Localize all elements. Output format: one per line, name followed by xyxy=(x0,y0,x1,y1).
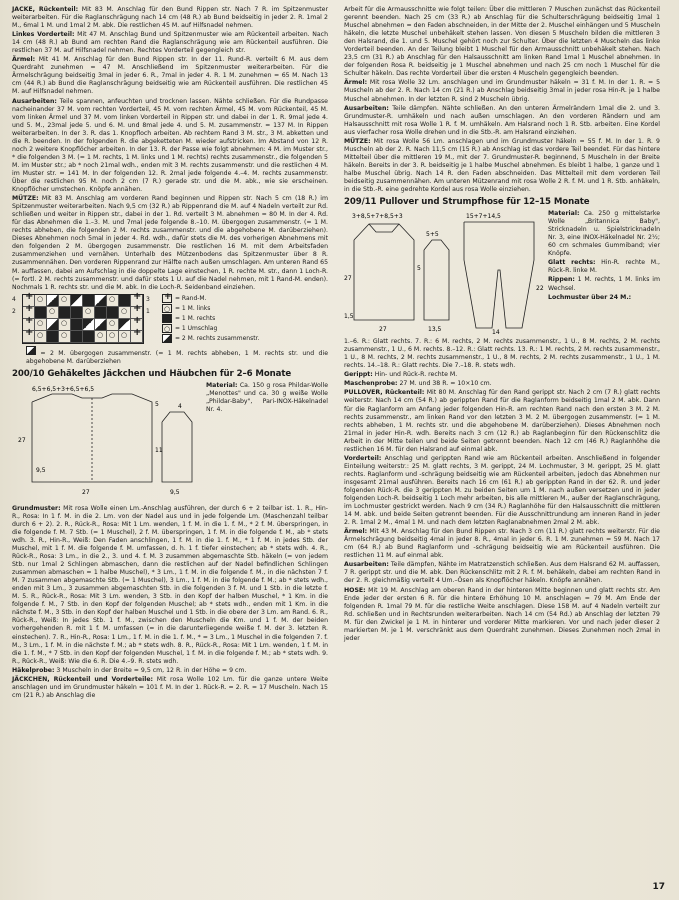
pfig-label-pant-height: 22 xyxy=(536,285,544,293)
pfig-label-bottom: 27 xyxy=(379,326,387,334)
chart-cell xyxy=(107,295,119,307)
pfig-label-sleeve-bottom: 13,5 xyxy=(428,326,442,334)
section-200-title: 200/10 Gehäkeltes Jäckchen und Häubchen für 2–6 Monate xyxy=(12,368,292,379)
r-muetze-heading: MÜTZE: xyxy=(344,137,371,145)
chart-cell xyxy=(59,319,71,331)
r-aermel-heading: Ärmel: xyxy=(344,79,368,87)
fig-label-s2: 4 xyxy=(178,402,182,410)
chart-note xyxy=(12,346,328,366)
grundmuster-heading: Grundmuster: xyxy=(12,504,61,512)
lochmuster-heading: Lochmuster über 24 M.: xyxy=(548,293,632,301)
left-column xyxy=(12,6,328,701)
chart-cell xyxy=(83,331,95,343)
pfig-label-side: 5 xyxy=(417,265,421,273)
legend-item xyxy=(162,334,259,344)
chart-cell xyxy=(35,295,47,307)
jacke-heading: JACKE, Rückenteil: xyxy=(12,6,79,13)
fig-label-top: 6,5+6,5+3+6,5+6,5 xyxy=(32,385,95,393)
chart-cell xyxy=(59,331,71,343)
chart-legend xyxy=(162,294,259,344)
page-number: 17 xyxy=(652,882,665,892)
gerippt-heading: Gerippt: xyxy=(344,371,373,379)
jacket-schematic xyxy=(12,382,202,505)
p-material-text: Ca. 250 g mittelstarke Wolle „Britannica Baby", Stricknadeln u. Spielstricknadeln Nr. 3, eine INOX-Häkelnadel Nr. 2½; 60 cm schmales Gummiband; vier Knöpfe. xyxy=(548,210,661,258)
hose-heading: HOSE: xyxy=(344,586,366,594)
chart-cell xyxy=(47,307,59,319)
fig-label-left-height: 27 xyxy=(18,436,26,444)
chart-cell xyxy=(107,331,119,343)
chart-grid xyxy=(22,294,144,344)
fig-label-h2: 9,5 xyxy=(36,466,46,474)
pullover-schematic-svg xyxy=(344,210,544,335)
chart-cell xyxy=(35,319,47,331)
pfig-label-pant-top: 15+7+14,5 xyxy=(466,213,501,221)
chart-cell xyxy=(59,307,71,319)
fig-label-sleeve: 9,5 xyxy=(170,488,180,496)
chart-cell xyxy=(119,319,131,331)
rippen-heading: Rippen: xyxy=(548,276,575,284)
ausarbeiten-paragraph xyxy=(12,98,328,195)
lochmuster-rows-text: 1.–6. R.: Glatt rechts. 7. R.: 6 M. rechts, 2 M. rechts zusammenstr., 1 U., 8 M. rechts, 2 M. rechts zusammenstr., 1 U., 6 M. rechts. 8.–12. R.: Glatt rechts. 13. R.: 1 M. rechts, 2 M. rechts zusammenstr., 1 U., 8 M. rechts, 2 M. rechts zusammenstr., 1 U., 8 M. rechts, 2 M. rechts zusammenstr., 1 U., 1 M. rechts. 14.–18. R.: Glatt rechts. Die 7.–18. R. stets wdh. xyxy=(344,338,660,370)
chart-cell xyxy=(35,307,47,319)
aermel-heading: Ärmel: xyxy=(12,56,36,64)
muetze-heading: MÜTZE: xyxy=(12,195,39,203)
p-ausarbeiten-heading: Ausarbeiten: xyxy=(344,561,389,569)
chart-cell xyxy=(47,295,59,307)
glatt-heading: Glatt rechts: xyxy=(548,259,596,267)
r-aermel-text: Mit rosa Wolle 32 Lm. anschlagen und im Grundmuster häkeln = 31 f. M. In der 1. R. = 5 Muscheln ab der 2. R. Nach 14 cm (21 R.) ab Anschlag beidseitig 3mal in jeder rosa Hin-R. je 1 halbe Muschel abnehmen. In der letzten R. sind 2 Muscheln übrig. xyxy=(344,79,661,103)
chart-cell xyxy=(23,331,35,343)
chart-cell xyxy=(107,307,119,319)
row-number: 3 xyxy=(146,295,150,303)
chart-cell xyxy=(131,331,143,343)
fig-label-width: 27 xyxy=(82,488,90,496)
r-aermel-paragraph xyxy=(344,79,660,103)
chart-cell xyxy=(47,331,59,343)
haekelprobe-paragraph xyxy=(12,667,328,675)
vorderteil-heading: Vorderteil: xyxy=(344,454,382,462)
legend-label: = Rand-M. xyxy=(175,294,207,302)
right-intro-text: Arbeit für die Armausschnitte wie folgt teilen: Über die mittleren 7 Muschen zunächst das Rückenteil gerennt beenden. Nach 25 cm (33 R.) ab Anschlag für die Schulterschrägung beidseitig 1mal 1 Muschel abnehmen = den Faden abschneiden, in der Mitte der 2. Muschel einhängen und 5 Muscheln häkeln, die letzte Muschel unbehäkelt stehen lassen. Von diesen 5 Muscheln bilden die mittleren 3 den Halsrand, die 1. und 5. Muschel gehört noch zur Schulter. Über die letzten 4 Muscheln das linke Vorderteil beenden. An der Teilung bleibt 1 Muschel für den Armausschnitt unbehäkelt stehen. Nach 23,5 cm (31 R.) ab Anschlag für den Halsausschnitt am linken Rand 1mal 1 Muschel abnehmen. In der folgenden Rosa R. beidseitig je 1 Muschel abnehmen und nach 25 cm noch 1 Muschel für die Schulter häkeln. Das rechte Vorderteil über die ersten 4 Muscheln gegengleich beenden. xyxy=(344,6,660,78)
chart-cell xyxy=(35,331,47,343)
pullover-schematic xyxy=(344,210,544,338)
aermel-paragraph xyxy=(12,56,328,96)
p-material-heading: Material: xyxy=(548,210,580,218)
fig-label-side: 5 xyxy=(155,400,159,408)
section-209-material xyxy=(544,210,660,338)
glatt-text: Hin-R. rechte M., Rück-R. linke M. xyxy=(548,259,660,275)
legend-item xyxy=(162,314,259,324)
r-muetze-text: Mit rosa Wolle 56 Lm. anschlagen und im Grundmuster häkeln = 55 f. M. In der 1. R. 9 Muscheln ab der 2. R. Nach 11,5 cm (15 R.) ab Anschlag ist das vordere Teil beendet. Für das hintere Mittelteil über die mittleren 19 M., mit der 7. Grundmuster-R. beginnend, 5 Muscheln in der Breite häkeln. Bereits in der 3. R. beidseitig je 1 halbe Muschel abnehmen. Es bleibt 1 halbe, 1 ganze und 1 halbe Muschel übrig. Nach 14 R. den Faden abschneiden. Das Mittelteil mit dem vorderen Teil beidseitig zusammennähen. Am unteren Mützenrand mit rosa Wolle 2 R. f. M. und 1 R. Stb. anhäkeln, in die Stb.-R. eine gedrehte Kordel aus rosa Wolle einziehen. xyxy=(344,137,660,194)
chart-cell xyxy=(119,307,131,319)
right-column xyxy=(344,6,660,644)
row-number: 1 xyxy=(146,307,150,315)
linkes-vorderteil-heading: Linkes Vorderteil: xyxy=(12,31,75,39)
ausarbeiten-heading: Ausarbeiten: xyxy=(12,97,57,105)
chart-cell xyxy=(83,319,95,331)
chart-cell xyxy=(83,295,95,307)
material-text: Ca. 150 g rosa Phildar-Wolle „Menottes" und ca. 30 g weiße Wolle „Phildar-Baby", Pari-INOX-Häkelnadel Nr. 4. xyxy=(206,381,329,413)
section-200-material xyxy=(202,382,328,505)
section-209-title: 209/11 Pullover und Strumpfhose für 12–15 Monate xyxy=(344,197,590,208)
legend-label: = 2 M. rechts zusammenstr. xyxy=(175,334,260,342)
jacke-paragraph xyxy=(12,6,328,30)
row-number: 2 xyxy=(12,307,16,315)
chart-cell xyxy=(71,331,83,343)
chart-cell xyxy=(119,295,131,307)
muetze-text: Mit 83 M. Anschlag am vorderen Rand beginnen und Rippen str. Nach 5 cm (18 R.) im Spitzenmuster weiterarbeiten. Nach 9,5 cm (32 R.) ab Rippenrand die M. auf 4 Nadeln verteilt zur Rd. schließen und weiter in Rippen str., dabei in der 1. Rd. verteilt 3 M. abnehmen = 80 M. In der 4. Rd. für das Abnehmen die 1.–3. M. und 7mal jede folgende 8.–10. M. übergogen zusammenstr. (= 1 M. rechts abheben, die folgenden 2 M. rechts zusammenstr. und die abgehobene M. darüberziehen). Dieses Abnehmen noch 5mal in jeder 4. Rd. wdh., dafür stets die M. des vorherigen Abnehmens mit den folgenden 2 M. übergogen zusammenstr. Die restlichen 16 M. mit dem Arbeitsfaden zusammenziehen und vernähen. Unterhalb des Mützenbodens das Spitzenmuster über 8 R. zusammennähen. Den vorderen Rippenrand zur Hälfte nach außen umschlagen. Am unteren Rand 65 M. auffassen, dabei am Aufschlag in die doppelte Lage einstechen, 1 R. rechte M. str., dann 1 Loch-R. (= fortl. 2 M. rechts zusammenstr. und dafür stets 1 U. auf die Nadel nehmen, mit 1 Rand-M. enden). Nochmals 1 R. rechts str. und die M. abk. In die Loch-R. Seidenband einziehen. xyxy=(12,195,328,291)
haekelprobe-heading: Häkelprobe: xyxy=(12,666,55,674)
maschenprobe-heading: Maschenprobe: xyxy=(344,380,398,388)
fig-label-h1: 11 xyxy=(155,446,163,454)
stitch-symbol-icon xyxy=(162,314,172,323)
stitch-symbol-icon xyxy=(162,324,172,333)
r-ausarbeiten-paragraph xyxy=(344,105,660,137)
pfig-label-left-h2: 1,5 xyxy=(344,313,354,321)
legend-label: = 1 M. rechts xyxy=(175,314,216,322)
rippen-text: 1 M. rechts, 1 M. links im Wechsel. xyxy=(548,276,661,292)
vorderteil-text: Anschlag und gerippten Rand wie am Rückenteil arbeiten. Anschließend in folgender Einteilung weiterstr.: 25 M. glatt rechts, 3 M. gerippt, 24 M. Lochmuster, 3 M. gerippt, 25 M. glatt rechts. Raglanform und -schrägung beidseitig wie am Rückenteil arbeiten, jedoch das Abnehmen nur insgesamt 21mal ausführen. Bereits nach 16 cm (61 R.) ab gerippten Rand in der 62. R. und jeder folgenden Rück-R. die 3 gerippten M. zu beiden Seiten um 1 M. nach außen versetzen und in jeder folgenden Loch-R. beidseitig 1 Loch mehr arbeiten, bis alle mittleren M., außer der Raglanschrägung, im Lochmuster gestrickt werden. Nach 9 cm (34 R.) Raglanhöhe für den Halsausschnitt die mittleren 14 M. abk. und beide Seiten getrennt beenden. Für die Ausschnittrundung am inneren Rand in jeder 2. R. 1mal 2 M., 4mal 1 M. und nach dem letzten Raglanabnehmen 2mal 2 M. abk. xyxy=(344,454,661,527)
chart-cell xyxy=(95,319,107,331)
gerippt-text: Hin- und Rück-R. rechte M. xyxy=(374,371,458,379)
chart-cell xyxy=(95,307,107,319)
chart-row-numbers-right xyxy=(146,294,156,318)
p-ausarbeiten-text: Teile dämpfen, Nähte im Matratzenstich schließen. Aus dem Halsrand 62 M. auffassen, 7 R. gerippt str. und die M. abk. Den Rückenschlitz mit 2 R. f. M. behäkeln, dabei am rechten Rand in der 2. R. gleichmäßig verteilt 4 Um.–Ösen als Knopflöcher häkeln. Knöpfe annähen. xyxy=(344,561,660,585)
pfig-label-pant-bottom: 14 xyxy=(492,329,500,336)
ausarbeiten-text: Teile spannen, anfeuchten und trocknen lassen. Nähte schließen. Für die Rundpasse nacheinander 37 M. vom rechten Vorderteil, 45 M. vom rechten Ärmel, 45 M. vom Rückenteil, 45 M. vom linken Ärmel und 37 M. vom linken Vorderteil in Rippen str. und dabei in der 1. R. 9mal jede 4. und 5. M., 23mal jede 5. und 6. M. und 8mal jede 4. und 5. M. zusammenstr. = 137 M. In Rippen weiterarbeiten. In der 3. R. das 1. Knopfloch arbeiten. Ab rechtem Rand 3 M. str., 3 M. abketten und die R. beenden. In der folgenden R. die abgeketteten M. wieder aufstricken. Im Abstand von 12 R. noch 2 weitere Knopflöcher arbeiten. In der 13. R. der Passe wie folgt abnehmen: 4 M. im Muster str., * die folgenden 3 M. (= 1 M. rechts, 1 M. links und 1 M. rechts) rechts zusammenstr., die folgenden 5 M. im Muster str.; ab * noch 21mal wdh., enden mit 3 M. rechts zusammenstr. und die restlichen 4 M. im Muster str. = 141 M. In der folgenden 12. R. 2mal jede folgende 4.–4. M. rechts zusammenstr. Über die restlichen 95 M. noch 2 cm (7 R.) gerade str. und die M. abk., wie sie erscheinen. Knopflöcher umstechen. Knöpfe annähen. xyxy=(12,97,328,194)
legend-label: = 1 Umschlag xyxy=(175,324,218,332)
stitch-symbol-icon xyxy=(162,334,172,343)
chart-cell xyxy=(47,319,59,331)
legend-label: = 1 M. links xyxy=(175,304,211,312)
stitch-symbol-icon xyxy=(162,294,172,303)
grundmuster-paragraph xyxy=(12,505,328,666)
chart-row-numbers-left xyxy=(12,294,22,318)
haekelprobe-text: 3 Muscheln in der Breite = 9,5 cm, 12 R. in der Höhe = 9 cm. xyxy=(56,666,247,674)
chart-cell xyxy=(71,307,83,319)
r-muetze-paragraph xyxy=(344,138,660,194)
section-200-figure-row xyxy=(12,382,328,505)
knitting-chart xyxy=(12,294,328,344)
jacket-schematic-svg xyxy=(12,382,202,502)
legend-item xyxy=(162,304,259,314)
stitch-symbol-icon xyxy=(162,304,172,313)
material-heading: Material: xyxy=(206,381,238,389)
pullover-text: Mit 80 M. Anschlag für den Rand gerippt str. Nach 2 cm (7 R.) glatt rechts weiterstr. Nach 14 cm (54 R.) ab gerippten Rand für die Raglanform beidseitig 1mal 2 M. abk. Dann für die Raglanform am Anfang jeder folgenden Hin-R. am rechten Rand nach den ersten 3 M. 2 M. rechts zusammenstr., am linken Rand vor den letzten 3 M. 2 M. übergogen zusammenstr. (= 1 M. rechts abheben, 1 M. rechts str. und die abgehobene M. darüberziehen). Dieses Abnehmen noch 21mal in jeder Hin-R. wdh. Bereits nach 3 cm (12 R.) ab Raglanbeginn für den Rückenschlitz die Arbeit in der Mitte teilen und beide Seiten getrennt beenden. Nach 12 cm (46 R.) Raglanhöhe die restlichen 16 M. für den Halsrand auf einmal abk. xyxy=(344,389,660,453)
p-aermel-heading: Ärmel: xyxy=(344,528,368,536)
maschenprobe-text: 27 M. und 38 R. = 10×10 cm. xyxy=(399,380,492,388)
jacke-text: Mit 83 M. Anschlag für den Bund Rippen str. Nach 7 R. im Spitzenmuster weiterarbeiten. Für die Raglanschrägung nach 14 cm (48 R.) ab Bund beidseitig in jeder 2. R. 1mal 2 M., 6mal 1 M. und 1mal 2 M. abk. Die restlichen 45 M. auf Hilfsnadel nehmen. xyxy=(12,6,328,30)
section-209-figure-row xyxy=(344,210,660,338)
r-ausarbeiten-text: Teile dämpfen. Nähte schließen. An den unteren Ärmelrändern 1mal die 2. und 3. Grundmuster-R. umhäkeln und nach außen umschlagen. An den vorderen Rändern und am Halsausschnitt mit rosa Wolle 1 R. f. M. umhäkeln. Am Halsrand noch 1 R. Stb. arbeiten. Eine Kordel aus vierfacher rosa Wolle drehen und in die Stb.-R. am Halsrand einziehen. xyxy=(344,104,661,136)
legend-item xyxy=(162,324,259,334)
linkes-vorderteil-paragraph xyxy=(12,31,328,55)
decrease-symbol-icon xyxy=(26,346,36,355)
pullover-heading: PULLOVER, Rückenteil: xyxy=(344,389,425,397)
hose-text: Mit 19 M. Anschlag am oberen Rand in der hinteren Mitte beginnen und glatt rechts str. Am Ende jeder der ersten 6 R. für die hintere Erhöhung 10 M. anschlagen = 79 M. Am Ende der folgenden R. 1mal 79 M. für die restliche Weite anschlagen. Diese 158 M. auf 4 Nadeln verteilt zur Rd. schließen und in Rechtsrunden weiterarbeiten. Nach 14 cm (54 Rd.) ab Anschlag der letzten 79 M. für den Zwickel je 1 M. in hinterer und vorderer Mitte markieren. Vor und nach jeder dieser 2 markierten M. je 1 M. verschränkt aus dem Querdraht zunehmen. Dieses Zunehmen noch 2mal in jeder xyxy=(344,586,661,642)
pfig-label-left-height: 27 xyxy=(344,275,352,283)
p-aermel-text: Mit 43 M. Anschlag für den Bund Rippen str. Nach 3 cm (11 R.) glatt rechts weiterstr. Für die Ärmelschrägung beidseitig 4mal in jeder 8. R., 4mal in jeder 6. R. 1 M. zunehmen = 59 M. Nach 17 cm (64 R.) ab Bund Raglanform und -schrägung beidseitig wie am Rückenteil ausführen. Die restlichen 11 M. auf einmal abk. xyxy=(344,528,660,560)
jaeckchen-heading: JÄCKCHEN, Rückenteil und Vorderteile: xyxy=(12,675,154,683)
r-ausarbeiten-heading: Ausarbeiten: xyxy=(344,104,389,112)
chart-cell xyxy=(107,319,119,331)
jaeckchen-paragraph xyxy=(12,676,328,700)
pfig-label-sleeve-top: 5+5 xyxy=(426,231,439,239)
chart-cell xyxy=(95,295,107,307)
legend-item xyxy=(162,294,259,304)
chart-note-text: = 2 M. übergogen zusammenstr. (= 1 M. rechts abheben, 1 M. rechts str. und die abgehobene M. darüberziehen xyxy=(26,349,328,365)
chart-cell xyxy=(83,307,95,319)
grundmuster-text: Mit rosa Wolle einen Lm.-Anschlag ausführen, der durch 6 + 2 teilbar ist. 1. R., Hin-R., Rosa: In 1 f. M. in die 2. Lm. von der Nadel aus und in jede folgende Lm. (Maschenzahl teilbar durch 6 + 2). 2. R., Rück-R., Rosa: Mit 1 Lm. wenden, 1 f. M. in die 1. f. M., * 2 f. M. überspringen, in die folgende f. M. 7 Stb. (= 1 Muschel), 2 f. M. überspringen, 1 f. M. in die folgende f. M., ab * stets wdh. 3. R., Hin-R., Weiß: Den Faden anschlingen, 1 f. M. in die 1. f. M., * 1 f. M. in jedes Stb. der Muschel, mit 1 f. M. die folgende f. M. umfassen, d. h. 1 f. tiefer einstechen; ab * stets wdh. 4. R., Rück-R., Rosa: 3 Lm., in die 2., 3. und 4. f. M. 3 zusammen abgemaschte Stb. häkeln (= von jedem Stb. nur 1mal 2 Schlingen abmaschen, dann die restlichen auf der Nadel befindlichen Schlingen zusammen abmaschen = 1 halbe Muschel), * 3 Lm., 1 f. M. in die folgende f. M., in die nächsten 7 f. M. 7 zusammen abgemaschte Stb. (= 1 Muschel), 3 Lm., 1 f. M. in die folgende f. M.; ab * stets wdh., enden mit 3 Lm., 3 zusammen abgemaschten Stb. in die folgenden 3 f. M. und 1 Stb. in die letzte f. M. 5. R., Rück-R., Rosa: Mit 3 Lm. wenden, 3 Stb. in den Kopf der halben Muschel, * 1 Km. in die folgende f. M., 7 Stb. in den Kopf der folgenden Muschel; ab * stets wdh., enden mit 1 Km. in die nächste f. M., 3 Stb. in den Kopf der halben Muschel und 1 Stb. in die obere der 3 Lm. am Rand. 6. R., Rück-R., Weiß: In jedes Stb. 1 f. M., zwischen den Muscheln die Km. und 1 f. M. der beiden vorhergehenden R. mit 1 f. M. umfassen (= in die darunterliegende weiße f. M. der 3. letzten R. einstechen). 7. R., Hin-R., Rosa: 1 Lm., 1 f. M. in die 1. f. M., * = 3 Lm., 1 Muschel in die folgenden 7. f. M., 3 Lm., 1 f. M. in die nächste f. M.; ab * stets wdh. 8. R., Rück-R., Rosa: Mit 1 Lm. wenden, 1 f. M. in die 1. f. M., * 7 Stb. in den Kopf der folgenden Muschel, 1 f. M. in die folgende f. M.; ab * stets wdh. 9. R., Rück-R., Weiß: Wie die 6. R. Die 4.–9. R. stets wdh. xyxy=(12,504,328,665)
row-number: 4 xyxy=(12,295,16,303)
chart-cell xyxy=(119,331,131,343)
jaeckchen-text: Mit rosa Wolle 102 Lm. für die ganze untere Weite anschlagen und im Grundmuster häkeln = 101 f. M. In der 1. Rück-R. = 2. R. = 17 Muscheln. Nach 15 cm (21 R.) ab Anschlag die xyxy=(12,675,329,699)
chart-cell xyxy=(71,295,83,307)
chart-cell xyxy=(95,331,107,343)
linkes-vorderteil-text: Mit 47 M. Anschlag Bund und Spitzenmuster wie am Rückenteil arbeiten. Nach 14 cm (48 R.) ab Bund am rechten Rand die Raglanschrägung wie am Rückenteil ausführen. Die restlichen 37 M. auf Hilfsnadel nehmen. Rechtes Vorderteil gegengleich str. xyxy=(12,31,328,55)
chart-cell xyxy=(71,319,83,331)
chart-cell xyxy=(59,295,71,307)
aermel-text: Mit 41 M. Anschlag für den Bund Rippen str. In der 11. Rund-R. verteilt 6 M. aus dem Querdraht zunehmen = 47 M. Anschließend im Spitzenmuster weiterarbeiten. Für die Ärmelschrägung beidseitig 3mal in jeder 6. R., 7mal in jeder 4. R. 1 M. zunehmen = 65 M. Nach 13 cm (44 R.) ab Bund die Raglanschrägung beidseitig wie am Rückenteil ausführen. Die restlichen 45 M. auf Hilfsnadel nehmen. xyxy=(12,56,328,96)
muetze-paragraph xyxy=(12,195,328,292)
pfig-label-top: 3+8,5+7+8,5+3 xyxy=(352,213,403,221)
